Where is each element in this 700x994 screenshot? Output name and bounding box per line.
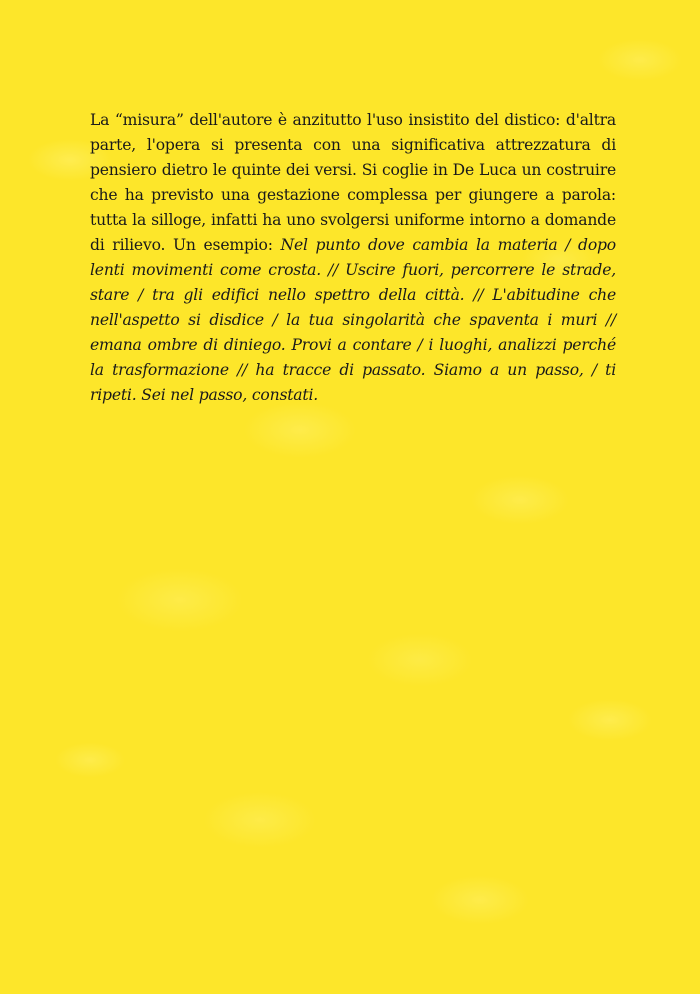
quoted-verses: Nel punto dove cambia la materia / dopo lenti movimenti come crosta. // Uscire fuori, percorrere le strade, stare / tra gli edifici nello spettro della città. // L'abitudine che nell'aspetto si disdice / la tua singolarità che spaventa i muri // emana ombre di diniego. Provi a contare / i luoghi, analizzi perché la trasformazione // ha tracce di passato. Siamo a un passo, / ti ripeti. Sei nel passo, constati. xyxy=(90,235,616,404)
intro-text: La “misura” dell'autore è anzitutto l'uso insistito del distico: d'altra parte, l'opera si presenta con una significativa attrezzatura di pensiero dietro le quinte dei versi. Si coglie in De Luca un costruire che ha previsto una gestazione complessa per giungere a parola: tutta la silloge, infatti ha uno svolgersi uniforme intorno a domande di rilievo. Un esempio: xyxy=(90,110,616,254)
body-paragraph xyxy=(90,108,616,408)
